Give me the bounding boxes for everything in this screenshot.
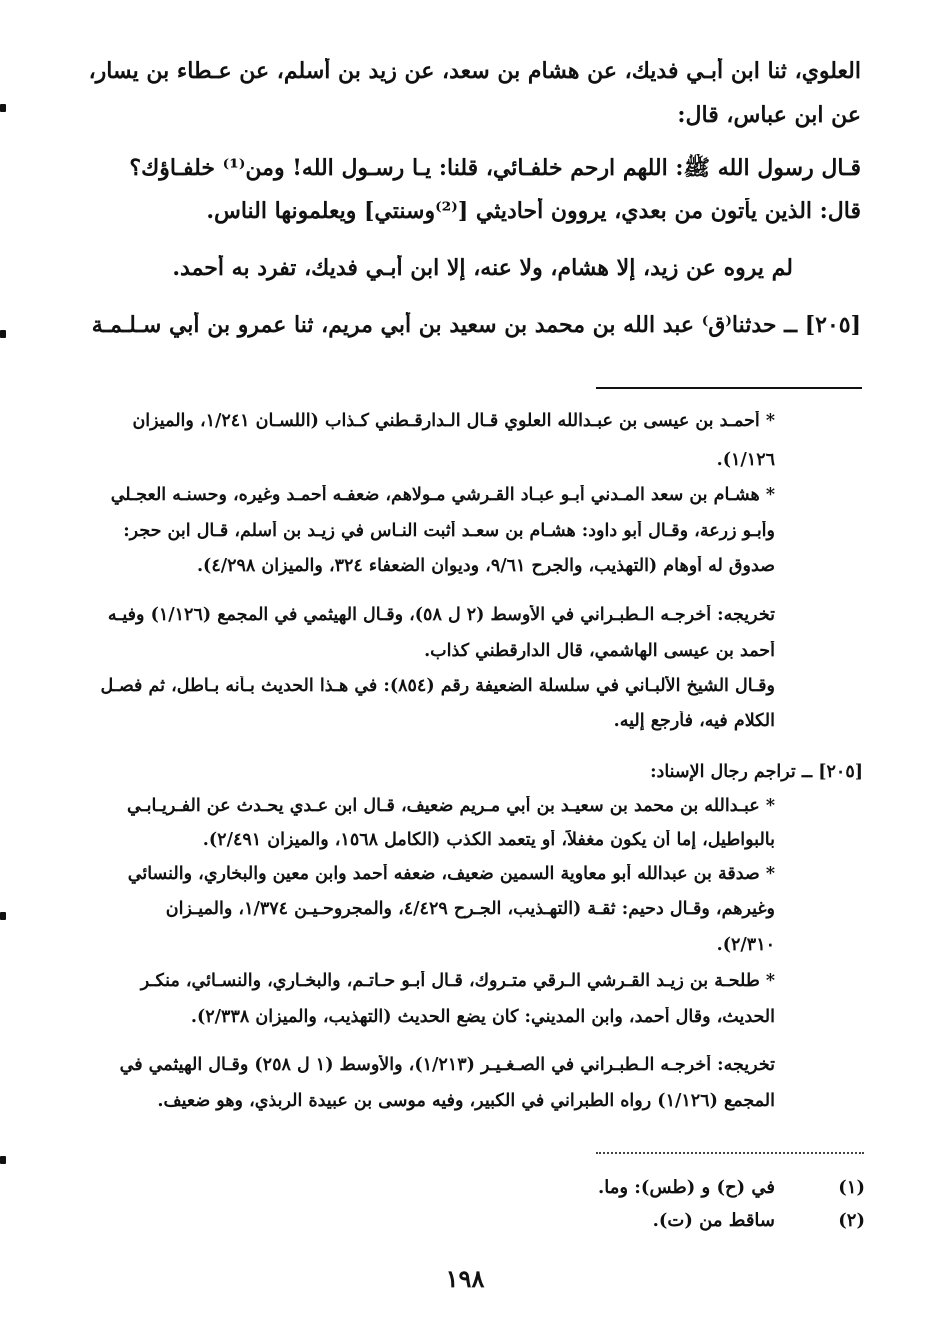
footnote-text: ساقط من (ت).	[652, 1210, 775, 1231]
separator-rule	[596, 387, 862, 389]
note-line: صدوق له أوهام (التهذيب، والجرح ٩/٦١، وديوان الضعفاء ٣٢٤، والميزان ٤/٢٩٨).	[196, 556, 775, 576]
note-line: المجمع (١/١٢٦) رواه الطبراني في الكبير، وفيه موسى بن عبيدة الربذي، وهو ضعيف.	[157, 1091, 775, 1111]
note-line: * عبـدالله بن محمد بن سعيـد بن أبي مـريم ضعيف، قـال ابن عـدي يحـدث عن الفـريـابـي	[126, 796, 775, 816]
footnote-separator	[596, 1152, 864, 1154]
main-text-line: قـال رسول الله ﷺ: اللهم ارحم خلفـائي، قلنا: يـا رسـول الله! ومن⁽¹⁾ خلفـاؤك؟	[129, 155, 861, 181]
main-text-line: العلوي، ثنا ابن أبـي فديك، عن هشام بن سعد، عن زيد بن أسلم، عن عـطاء بن يسار،	[88, 58, 861, 84]
note-line: بالبواطيل، إما أن يكون مغفلاً، أو يتعمد الكذب (الكامل ١٥٦٨، والميزان ٢/٤٩١).	[202, 830, 775, 850]
hadith-205-line: [٢٠٥] ــ حدثنا⁽ق⁾ عبد الله بن محمد بن سعيد بن أبي مريم، ثنا عمرو بن أبي سـلـمـة	[91, 312, 861, 338]
main-text-line: عن ابن عباس، قال:	[677, 102, 861, 128]
takhrij-line: تخريجه: أخرجـه الـطبـراني في الأوسط (٢ ل ٥٨)، وقـال الهيثمي في المجمع (١/١٢٦) وفيـه	[107, 605, 775, 625]
footnote-number: (٢)	[838, 1210, 865, 1231]
note-line: ١/١٢٦).	[716, 450, 775, 470]
note-line: * هشـام بن سعد المـدني أبـو عبـاد القـرشي مـولاهم، ضعفـه أحمـد وغيره، وحسنـه العجـلي	[110, 485, 775, 505]
page-number: ١٩٨	[445, 1264, 485, 1293]
scan-margin-mark	[0, 1156, 6, 1164]
note-line: * طلحـة بن زيـد القـرشي الـرقي متـروك، قـال أبـو حـاتـم، والبخـاري، والنسـائي، منكـر	[140, 971, 775, 991]
note-line: * أحمـد بن عيسى بن عبـدالله العلوي قـال الـدارقـطني كـذاب (اللسـان ١/٢٤١، والميزان	[132, 411, 775, 431]
takhrij-line: تخريجه: أخرجـه الـطبـراني في الصـغـيـر (١/٢١٣)، والأوسط (١ ل ٢٥٨) وقـال الهيثمي في	[119, 1055, 775, 1075]
note-line: ٢/٣١٠).	[716, 935, 775, 955]
note-line: وأبـو زرعة، وقـال أبو داود: هشـام بن سعـد أثبت النـاس في زيـد بن أسلم، قـال ابن حجر:	[123, 521, 775, 541]
note-line: أحمد بن عيسى الهاشمي، قال الدارقطني كذاب.	[424, 641, 775, 661]
scan-margin-mark	[0, 330, 6, 338]
note-line: * صدقة بن عبدالله أبو معاوية السمين ضعيف، ضعفه أحمد وابن معين والبخاري، والنسائي	[127, 864, 775, 884]
scan-margin-mark	[0, 912, 6, 920]
note-line: وقـال الشيخ الألبـاني في سلسلة الضعيفة رقم (٨٥٤): في هـذا الحديث بـأنه بـاطل، ثم فصـل	[100, 676, 775, 696]
section-heading: [٢٠٥] ــ تراجم رجال الإسناد:	[650, 762, 863, 782]
footnote-number: (١)	[838, 1177, 865, 1198]
note-line: وغيرهم، وقـال دحيم: ثقـة (التهـذيب، الجـرح ٤/٤٢٩، والمجروحـيـن ١/٣٧٤، والميـزان	[165, 899, 775, 919]
main-text-line: قال: الذين يأتون من بعدي، يروون أحاديثي [⁽²⁾وسنتي] ويعلمونها الناس.	[206, 198, 861, 224]
note-line: الكلام فيه، فأرجع إليه.	[613, 711, 775, 731]
footnote-text: في (ح) و (طس): وما.	[597, 1177, 775, 1198]
main-text-line: لم يروه عن زيد، إلا هشام، ولا عنه، إلا ابن أبـي فديك، تفرد به أحمد.	[172, 255, 793, 281]
scan-margin-mark	[0, 104, 6, 112]
note-line: الحديث، وقال أحمد، وابن المديني: كان يضع الحديث (التهذيب، والميزان ٢/٣٣٨).	[190, 1007, 775, 1027]
